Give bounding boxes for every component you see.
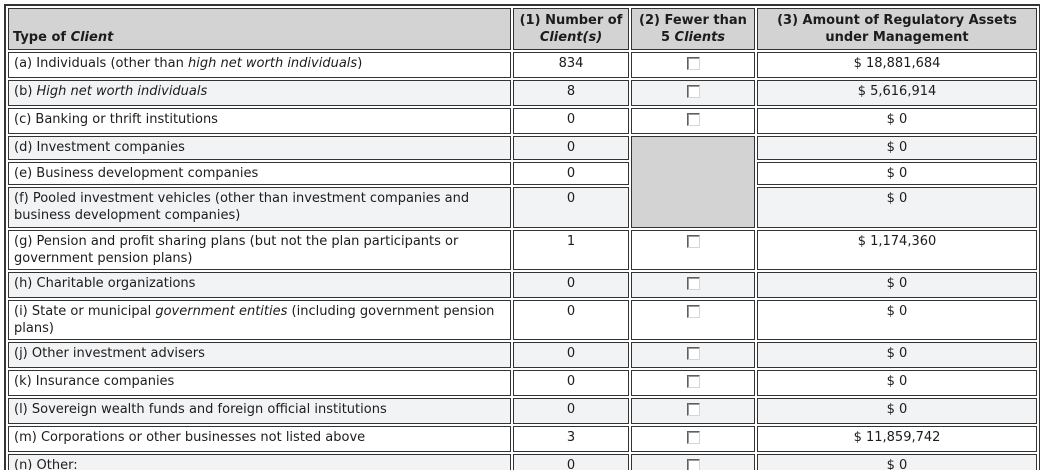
assets-value: $ 0 [757,162,1037,186]
assets-value: $ 0 [757,454,1037,470]
client-type-cell: (a) Individuals (other than high net worth individuals) [8,52,511,78]
header-number-of-clients: (1) Number of Client(s) [513,8,629,50]
fewer-than-5-cell [631,230,755,270]
fewer-than-5-checkbox[interactable] [687,459,700,470]
header-row [8,8,1037,50]
fewer-than-5-checkbox[interactable] [687,347,700,360]
table-row-k [8,370,1037,396]
number-of-clients-value: 0 [513,187,629,228]
table-row-a [8,52,1037,78]
assets-value: $ 11,859,742 [757,426,1037,452]
client-type-cell: (c) Banking or thrift institutions [8,108,511,134]
client-type-cell: (d) Investment companies [8,136,511,160]
assets-value: $ 0 [757,398,1037,424]
client-type-cell: (g) Pension and profit sharing plans (but not the plan participants or government pension plans) [8,230,511,270]
assets-value: $ 0 [757,136,1037,160]
fewer-than-5-checkbox[interactable] [687,403,700,416]
fewer-than-5-cell [631,300,755,340]
table-row-e [8,162,1037,186]
client-type-cell: (e) Business development companies [8,162,511,186]
table-row-j [8,342,1037,368]
number-of-clients-value: 0 [513,398,629,424]
header-fewer-than-5: (2) Fewer than 5 Clients [631,8,755,50]
fewer-than-5-checkbox[interactable] [687,375,700,388]
client-type-cell: (k) Insurance companies [8,370,511,396]
table-row-n [8,454,1037,470]
fewer-than-5-cell [631,272,755,298]
fewer-than-5-cell [631,342,755,368]
assets-value: $ 18,881,684 [757,52,1037,78]
fewer-than-5-checkbox[interactable] [687,277,700,290]
assets-value: $ 0 [757,272,1037,298]
assets-value: $ 1,174,360 [757,230,1037,270]
fewer-than-5-cell [631,426,755,452]
client-type-cell: (n) Other: [8,454,511,470]
table-row-g [8,230,1037,270]
number-of-clients-value: 0 [513,454,629,470]
fewer-than-5-cell [631,398,755,424]
header-assets-under-management: (3) Amount of Regulatory Assets under Management [757,8,1037,50]
assets-value: $ 0 [757,370,1037,396]
number-of-clients-value: 0 [513,370,629,396]
assets-value: $ 5,616,914 [757,80,1037,106]
number-of-clients-value: 3 [513,426,629,452]
table-row-c [8,108,1037,134]
header-type-of-client: Type of Client [8,8,511,50]
assets-value: $ 0 [757,108,1037,134]
client-type-cell: (m) Corporations or other businesses not listed above [8,426,511,452]
fewer-than-5-checkbox[interactable] [687,235,700,248]
fewer-than-5-merged-empty-cell [631,136,755,228]
fewer-than-5-checkbox[interactable] [687,305,700,318]
client-type-cell: (f) Pooled investment vehicles (other than investment companies and business development companies) [8,187,511,228]
client-type-cell: (l) Sovereign wealth funds and foreign official institutions [8,398,511,424]
client-types-table [4,4,1040,470]
number-of-clients-value: 0 [513,162,629,186]
number-of-clients-value: 0 [513,300,629,340]
table-row-f [8,187,1037,228]
number-of-clients-value: 0 [513,342,629,368]
fewer-than-5-cell [631,108,755,134]
number-of-clients-value: 1 [513,230,629,270]
client-type-cell: (h) Charitable organizations [8,272,511,298]
assets-value: $ 0 [757,342,1037,368]
table-row-b [8,80,1037,106]
table-row-l [8,398,1037,424]
client-type-cell: (b) High net worth individuals [8,80,511,106]
client-type-cell: (i) State or municipal government entities (including government pension plans) [8,300,511,340]
fewer-than-5-checkbox[interactable] [687,57,700,70]
table-row-h [8,272,1037,298]
number-of-clients-value: 0 [513,272,629,298]
fewer-than-5-cell [631,80,755,106]
fewer-than-5-cell [631,370,755,396]
fewer-than-5-checkbox[interactable] [687,113,700,126]
fewer-than-5-checkbox[interactable] [687,431,700,444]
fewer-than-5-cell [631,52,755,78]
number-of-clients-value: 834 [513,52,629,78]
number-of-clients-value: 0 [513,108,629,134]
assets-value: $ 0 [757,300,1037,340]
client-type-cell: (j) Other investment advisers [8,342,511,368]
fewer-than-5-cell [631,454,755,470]
assets-value: $ 0 [757,187,1037,228]
table-row-m [8,426,1037,452]
fewer-than-5-checkbox[interactable] [687,85,700,98]
table-row-d [8,136,1037,160]
table-row-i [8,300,1037,340]
number-of-clients-value: 0 [513,136,629,160]
number-of-clients-value: 8 [513,80,629,106]
